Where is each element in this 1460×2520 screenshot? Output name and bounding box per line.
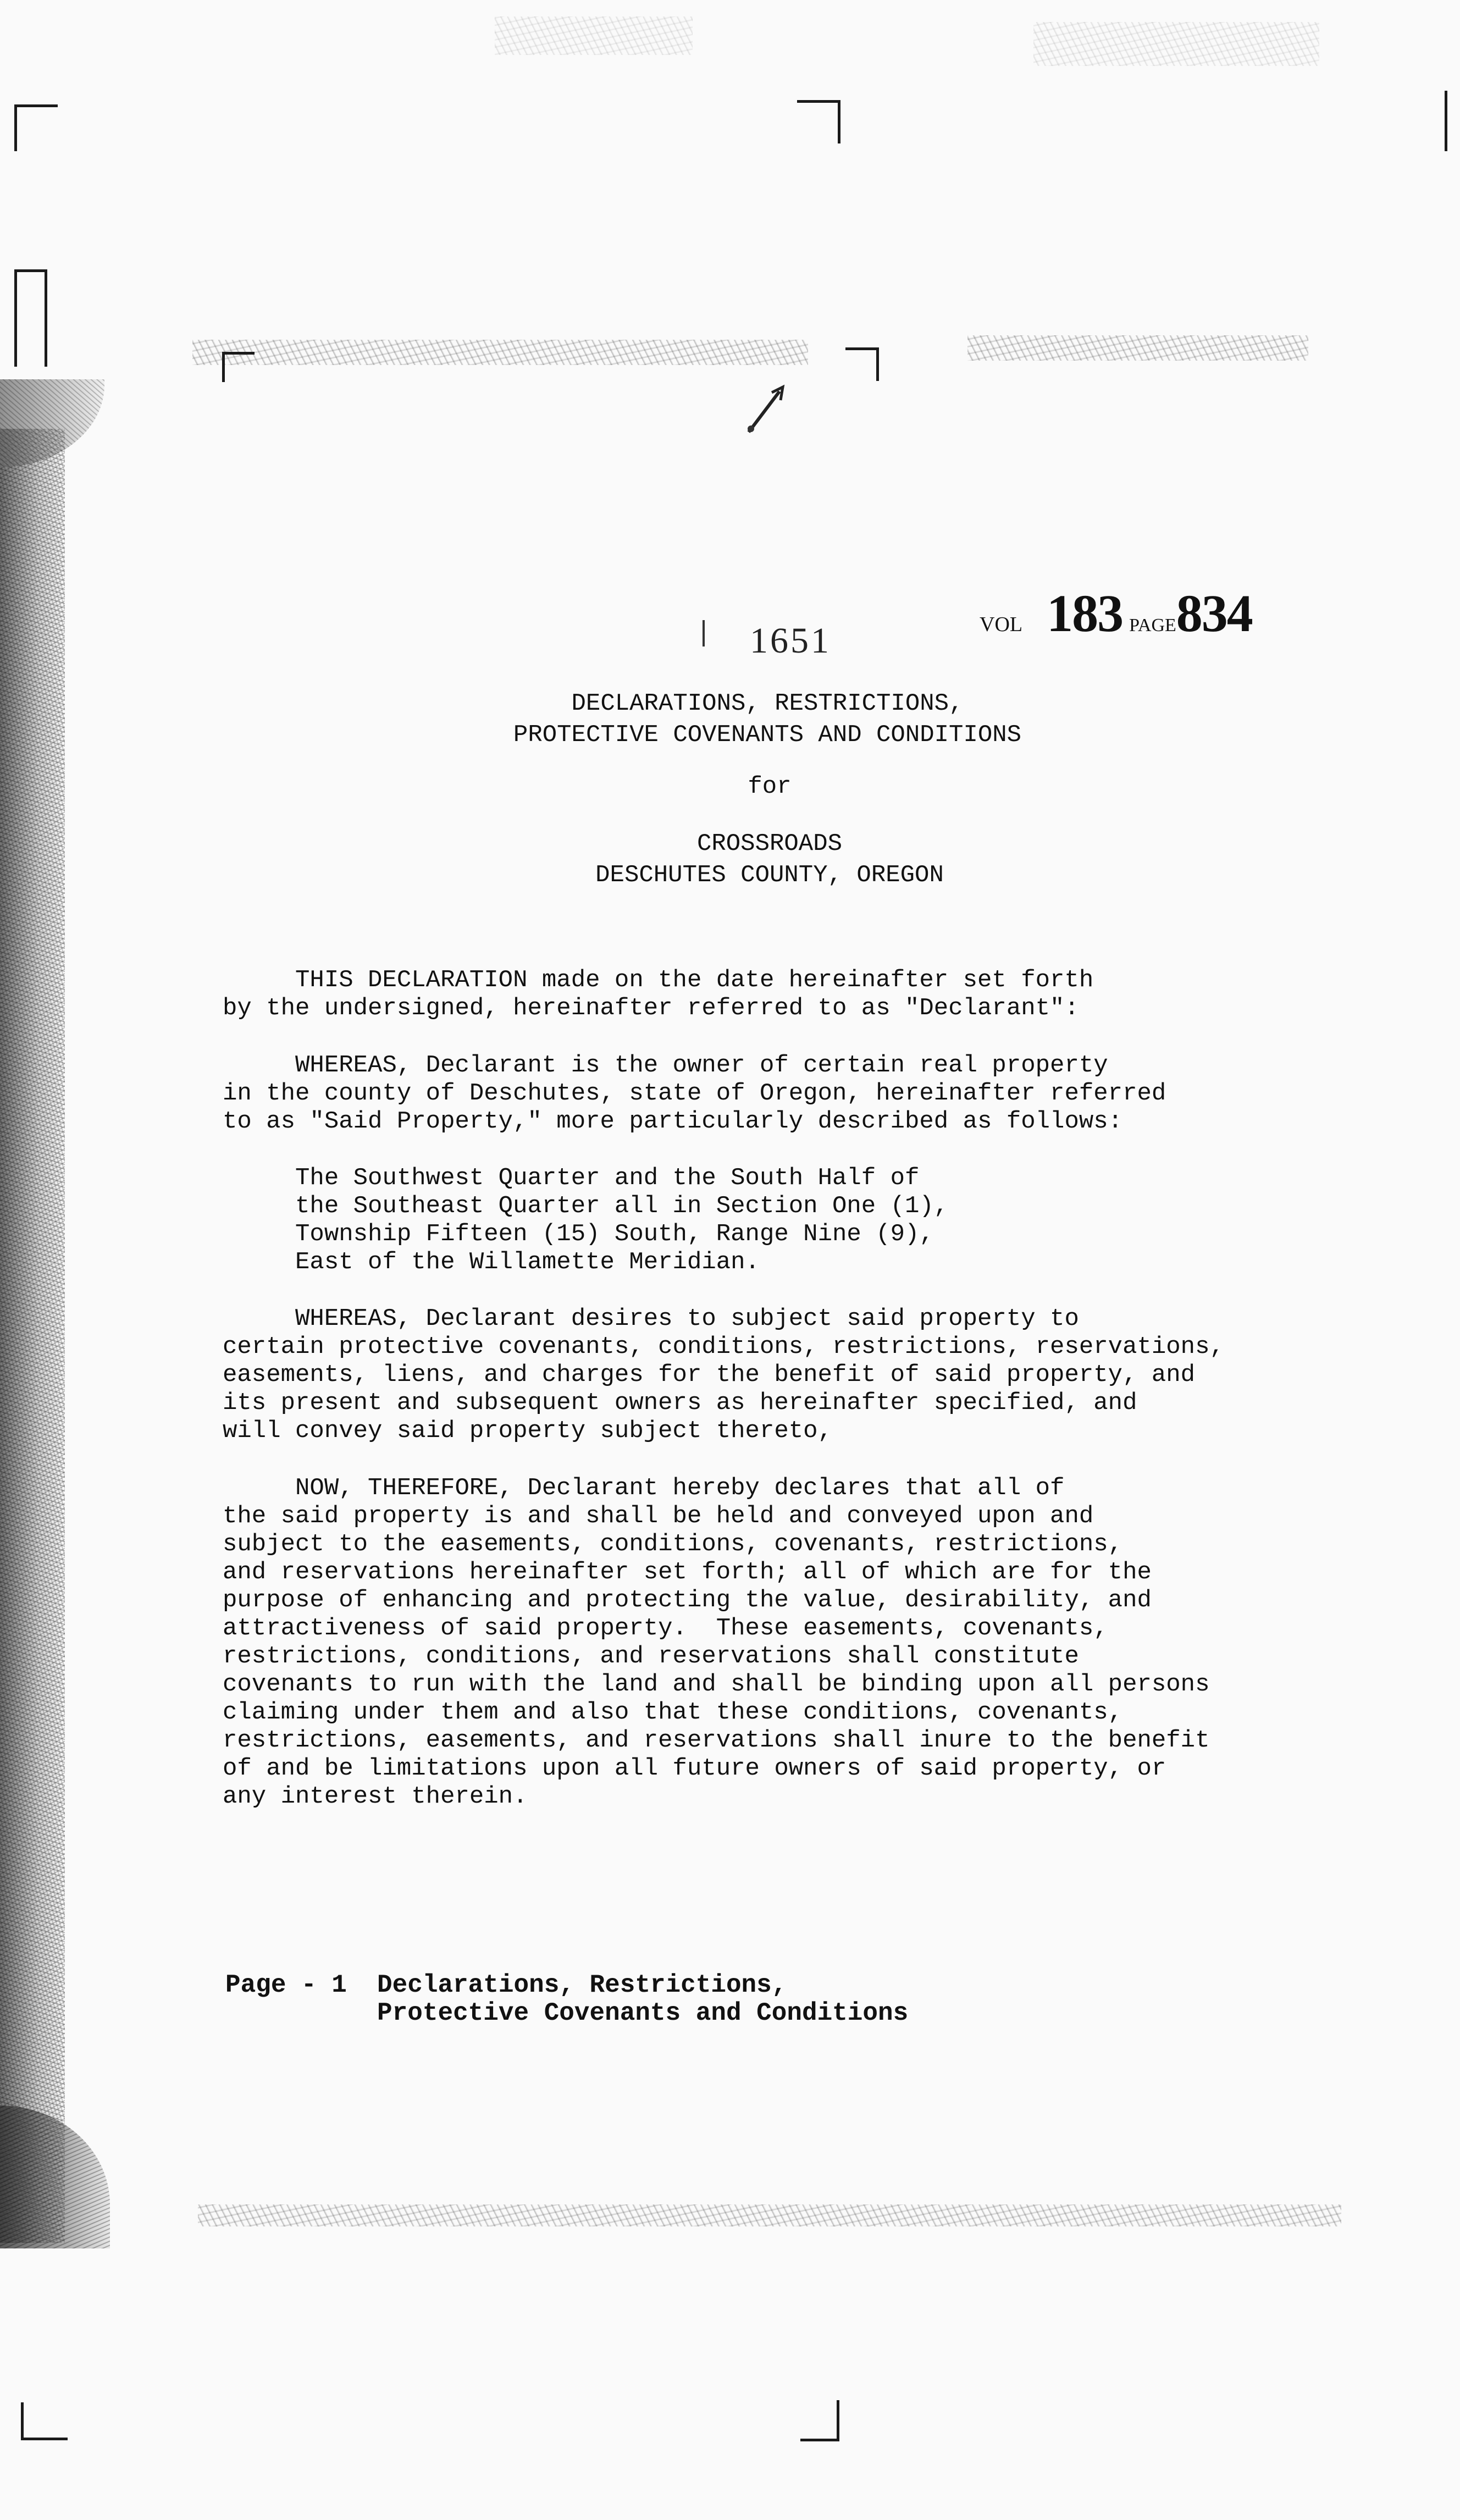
paragraph-line: NOW, THEREFORE, Declarant hereby declares that all of [223, 1474, 1065, 1502]
paragraph-line: subject to the easements, conditions, covenants, restrictions, [223, 1530, 1123, 1558]
paragraph-line: attractiveness of said property. These easements, covenants, [223, 1615, 1108, 1642]
paragraph-line: the said property is and shall be held and conveyed upon and [223, 1502, 1094, 1530]
crop-mark-mid-left [222, 352, 255, 382]
paragraph-line: WHEREAS, Declarant is the owner of certain real property [223, 1052, 1108, 1079]
crop-mark-top-left [14, 104, 58, 151]
paragraph-line: of and be limitations upon all future owners of said property, or [223, 1755, 1166, 1782]
paragraph-line: its present and subsequent owners as hereinafter specified, and [223, 1389, 1137, 1417]
scan-noise-strip [495, 16, 693, 55]
paragraph-line: restrictions, easements, and reservations shall inure to the benefit [223, 1727, 1210, 1754]
paragraph-line: any interest therein. [223, 1783, 528, 1810]
paragraph-line: will convey said property subject thereto, [223, 1417, 832, 1445]
paragraph-line: in the county of Deschutes, state of Oregon, hereinafter referred [223, 1080, 1166, 1107]
scan-noise-strip [967, 335, 1308, 361]
document-title-line-2: PROTECTIVE COVENANTS AND CONDITIONS [513, 721, 1022, 749]
paragraph-declaration [223, 966, 1443, 1023]
paragraph-line: the Southeast Quarter all in Section One (1), [223, 1192, 949, 1220]
page-number: 834 [1176, 584, 1252, 643]
paragraph-line: covenants to run with the land and shall be binding upon all persons [223, 1671, 1210, 1698]
page-label: PAGE [1129, 615, 1176, 635]
scan-noise-strip [198, 2204, 1341, 2226]
volume-page-stamp [980, 583, 1252, 643]
page-footer [225, 1971, 908, 2027]
paragraph-line: The Southwest Quarter and the South Half of [223, 1164, 920, 1192]
vol-number: 183 [1047, 584, 1123, 643]
scan-shadow-bottom [0, 2105, 110, 2248]
subdivision-name: CROSSROADS [696, 830, 843, 858]
crop-mark-top-center [797, 100, 840, 143]
scan-shadow-top [0, 379, 104, 467]
document-title-for: for [748, 773, 792, 800]
paragraph-line: and reservations hereinafter set forth; all of which are for the [223, 1559, 1152, 1586]
crop-mark-mid-right [845, 347, 879, 381]
document-title-line-1: DECLARATIONS, RESTRICTIONS, [571, 690, 964, 717]
ink-arrow-mark [741, 379, 801, 440]
crop-mark-bottom-left [21, 2402, 68, 2440]
footer-line-1: Page - 1 Declarations, Restrictions, [225, 1971, 787, 1999]
paragraph-line: THIS DECLARATION made on the date hereinafter set forth [223, 966, 1094, 994]
crop-mark-bottom-center [800, 2400, 839, 2441]
paragraph-line: restrictions, conditions, and reservations shall constitute [223, 1643, 1079, 1670]
paragraph-legal-description [223, 1164, 1443, 1276]
stamp-tick-mark [703, 620, 705, 646]
paragraph-line: purpose of enhancing and protecting the value, desirability, and [223, 1587, 1152, 1614]
paragraph-line: WHEREAS, Declarant desires to subject said property to [223, 1305, 1079, 1333]
paragraph-now-therefore [223, 1474, 1443, 1811]
paragraph-line: East of the Willamette Meridian. [223, 1248, 760, 1276]
instrument-number: 1651 [750, 621, 831, 661]
county-state: DESCHUTES COUNTY, OREGON [595, 861, 944, 889]
paragraph-line: easements, liens, and charges for the benefit of said property, and [223, 1361, 1196, 1389]
paragraph-line: certain protective covenants, conditions, restrictions, reservations, [223, 1333, 1224, 1361]
vol-label: VOL [980, 613, 1023, 636]
scan-noise-strip [192, 340, 808, 365]
paragraph-whereas-desires [223, 1305, 1443, 1445]
scan-noise-strip [1033, 22, 1319, 66]
paragraph-line: to as "Said Property," more particularly described as follows: [223, 1108, 1123, 1135]
paragraph-line: claiming under them and also that these conditions, covenants, [223, 1699, 1123, 1726]
crop-mark-top-right [1445, 91, 1447, 151]
paragraph-whereas-owner [223, 1052, 1443, 1136]
paragraph-line: by the undersigned, hereinafter referred to as "Declarant": [223, 994, 1079, 1022]
paragraph-line: Township Fifteen (15) South, Range Nine (9), [223, 1220, 934, 1248]
side-bracket-mark [14, 269, 47, 367]
footer-line-2: Protective Covenants and Conditions [225, 1999, 909, 2027]
